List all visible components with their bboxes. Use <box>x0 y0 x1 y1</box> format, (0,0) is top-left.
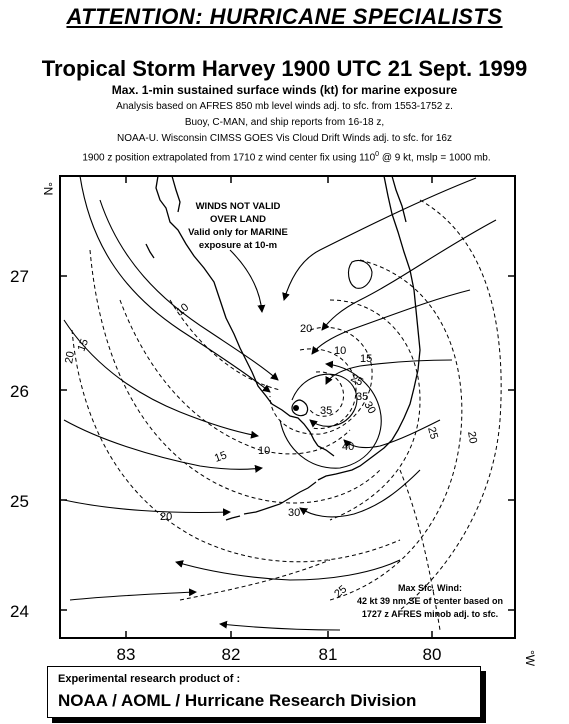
lon-label-81: 81 <box>318 645 338 664</box>
isotach-label: 20 <box>300 323 313 335</box>
isotach-label: 30 <box>361 399 378 417</box>
lat-label-26: 26 <box>10 382 29 401</box>
isotach-label: 25 <box>332 583 350 601</box>
isotach-label: 25 <box>425 425 440 441</box>
isotach-label: 15 <box>212 449 229 465</box>
lon-label-82: 82 <box>221 645 241 664</box>
land-note-line: exposure at 10-m <box>198 240 278 251</box>
lon-label-80: 80 <box>422 645 442 664</box>
analysis-note-3: NOAA-U. Wisconsin CIMSS GOES Vis Cloud Drift Winds adj. to sfc. for 16z <box>117 133 452 144</box>
map-title: Tropical Storm Harvey 1900 UTC 21 Sept. 1999 <box>41 56 528 81</box>
analysis-note-4 <box>4 151 569 163</box>
attribution-box <box>47 666 481 718</box>
isotach-label: 20 <box>160 511 173 523</box>
lon-label-83: 83 <box>116 645 136 664</box>
isotach-label: 10 <box>174 301 192 319</box>
analysis-note-1: Analysis based on AFRES 850 mb level winds adj. to sfc. from 1553-1752 z. <box>116 101 453 112</box>
wind-analysis-map <box>0 166 569 666</box>
isotach-label: 20 <box>465 430 479 445</box>
isotach-label: 10 <box>258 445 271 457</box>
isotach-label: 20 <box>63 350 78 365</box>
isotach-label: 15 <box>75 337 92 354</box>
isotach-label: 10 <box>334 345 347 357</box>
max-wind-line: Max Sfc. Wind: <box>398 583 462 593</box>
lat-label-24: 24 <box>10 602 29 621</box>
analysis-note-2: Buoy, C-MAN, and ship reports from 16-18 z, <box>184 117 385 128</box>
land-note-line: WINDS NOT VALID <box>195 201 281 212</box>
isotach-label: 40 <box>342 441 355 453</box>
isotach-label: 15 <box>360 353 373 365</box>
longitude-labels <box>117 645 442 664</box>
land-note <box>188 201 288 251</box>
inland-lake <box>349 260 372 288</box>
isotach-labels <box>63 301 479 600</box>
isotach-label: 35 <box>356 391 369 403</box>
attribution-line-2: NOAA / AOML / Hurricane Research Division <box>58 691 417 710</box>
max-wind-line: 42 kt 39 nm SE of center based on <box>356 596 504 606</box>
attribution-line-1: Experimental research product of : <box>58 673 241 685</box>
isotach-label: 35 <box>320 405 333 417</box>
west-axis-label: °W <box>523 650 537 666</box>
streamlines <box>64 176 499 630</box>
land-note-line: Valid only for MARINE <box>188 227 288 238</box>
latitude-labels <box>10 267 29 621</box>
max-wind-note <box>357 583 503 619</box>
degree-superscript: 0 <box>375 151 380 158</box>
attention-header: ATTENTION: HURRICANE SPECIALISTS <box>66 4 503 29</box>
land-note-line: OVER LAND <box>210 214 266 225</box>
map-ticks <box>60 176 515 638</box>
storm-center-marker <box>293 405 299 411</box>
lat-label-25: 25 <box>10 492 29 511</box>
north-axis-label: °N <box>41 182 55 196</box>
isotachs <box>72 200 504 630</box>
analysis-note-4-a: 1900 z position extrapolated from 1710 z wind center fix using 110 <box>82 152 376 164</box>
analysis-note-4-b: @ 9 kt, mslp = 1000 mb. <box>379 152 491 164</box>
lat-label-27: 27 <box>10 267 29 286</box>
map-subtitle: Max. 1-min sustained surface winds (kt) for marine exposure <box>111 83 458 97</box>
isotach-label: 30 <box>288 507 301 519</box>
isotach-label: 25 <box>348 372 366 389</box>
map-frame <box>60 176 515 638</box>
max-wind-line: 1727 z AFRES minob adj. to sfc. <box>361 609 499 619</box>
florida-keys <box>226 400 316 520</box>
